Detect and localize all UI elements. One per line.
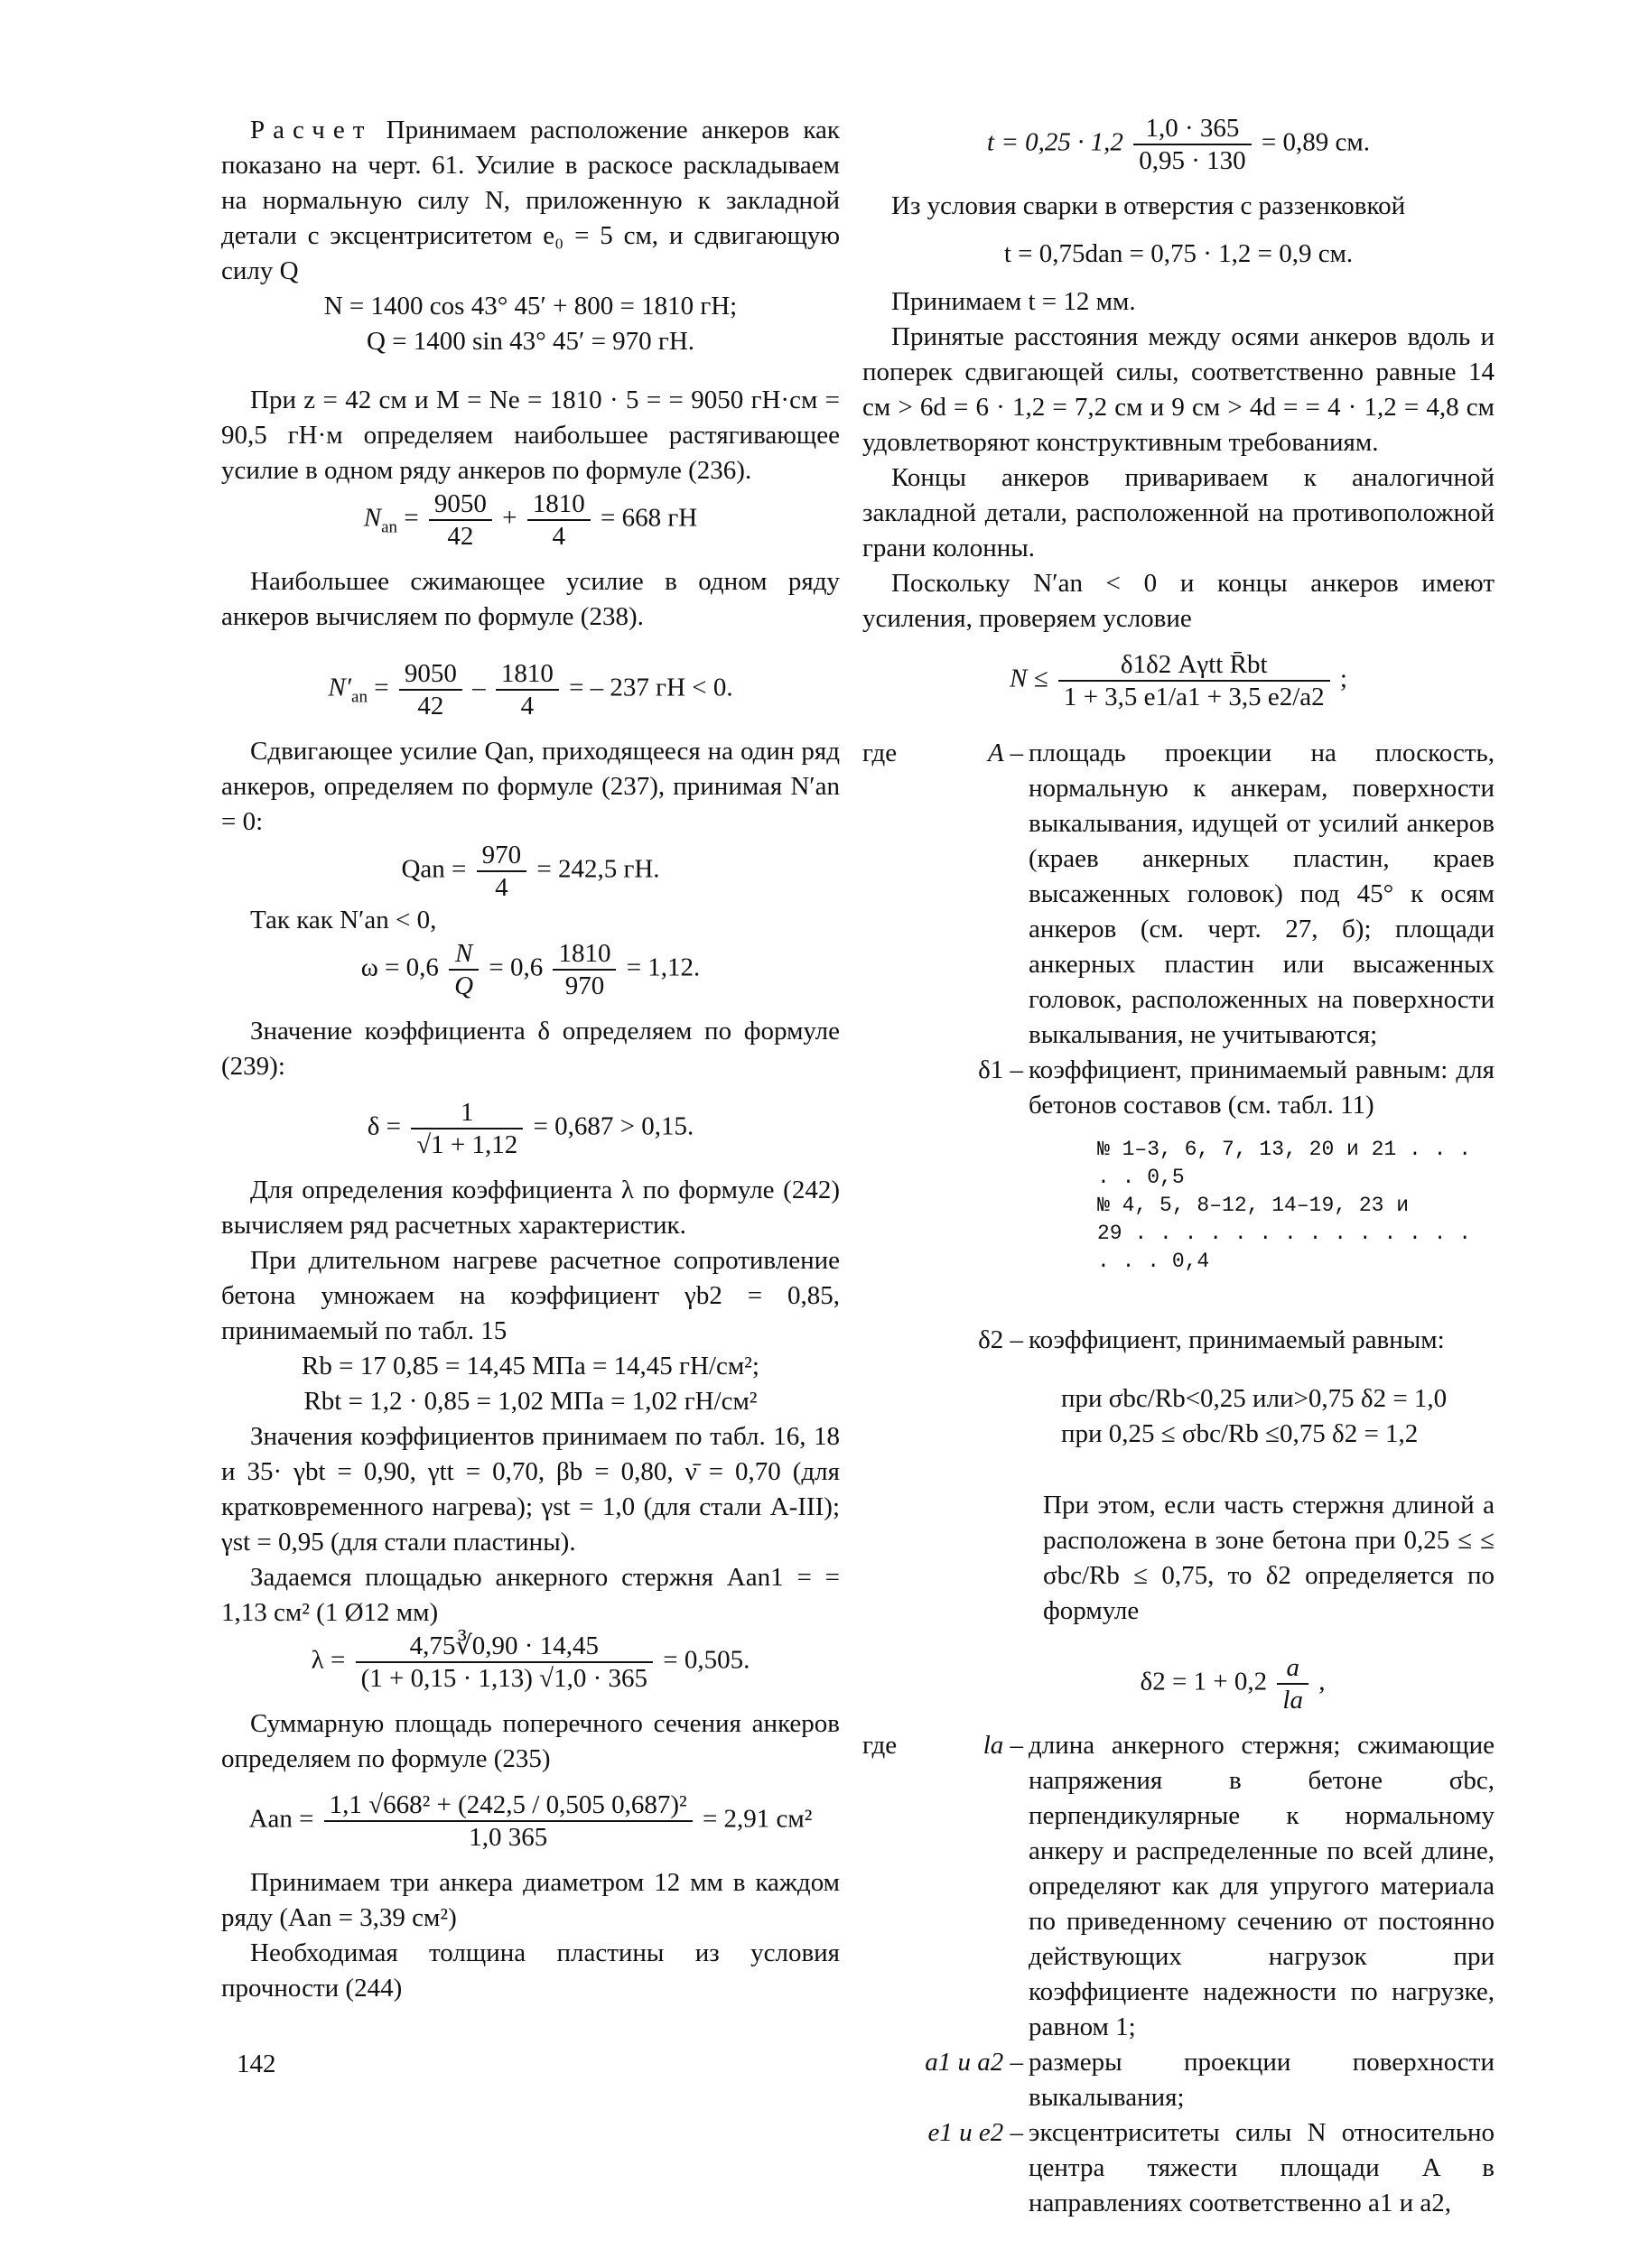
definition-a: где A – площадь проекции на плоскость, нормальную к анкерам, поверхности выкалывания, идущей от усилий анкеров (краев анкерных пластин, краев высаженных головок) под 45° к осям анкеров (см. черт. 27, б); площади анкерных пластин или высаженных головок, расположенных на поверхности выкалывания, не учитываются;	[862, 739, 1495, 1049]
paragraph: Необходимая толщина пластины из условия прочности (244)	[221, 1938, 840, 2003]
formula-lambda: λ = $\frac{4,75∛0,90 \cdot 14,45}{(1 + 0,15 \cdot 1,13) √1,0 \cdot 365}$ = 0,505.	[311, 1631, 750, 1693]
formula-q: Q = 1400 sin 43° 45′ = 970 гН.	[366, 327, 695, 356]
formula-omega: ω = 0,6 $\frac{N}{Q}$ = 0,6 $\frac{1810}{970}$ = 1,12.	[360, 939, 701, 1000]
paragraph: Значение коэффициента δ определяем по формуле (239):	[221, 1017, 840, 1081]
formula-t: t = 0,25 · 1,2 $\frac{1,0 \cdot 365}{0,95 \cdot 130}$ = 0,89 см.	[987, 114, 1370, 175]
formula-delta: δ = $\frac{1}{√1 + 1,12}$ = 0,687 > 0,15.	[367, 1098, 694, 1159]
paragraph: Для определения коэффициента λ по формуле (242) вычисляем ряд расчетных характеристик.	[221, 1176, 840, 1240]
paragraph: Значения коэффициентов принимаем по табл. 16, 18 и 35· γbt = 0,90, γtt = 0,70, βb = 0,80, ν̄ = 0,70 (для кратковременного нагрева); γst = 1,0 (для стали А-III); γst = 0,95 (для стали пластины).	[221, 1422, 840, 1557]
formula-t-weld: t = 0,75dan = 0,75 · 1,2 = 0,9 см.	[1003, 239, 1354, 268]
formula-nan-prime: $N'_{an}$ = $\frac{9050}{42}$ – $\frac{1810}{4}$ = – 237 гН < 0.	[328, 659, 733, 720]
definition-delta2: δ2 – коэффициент, принимаемый равным:	[978, 1325, 1445, 1354]
paragraph: Сдвигающее усилие Qan, приходящееся на один ряд анкеров, определяем по формуле (237), принимая N′an = 0:	[221, 737, 840, 836]
paragraph: Так как N′an < 0,	[250, 906, 437, 934]
definition-e1-e2: e1 и e2 – эксцентриситеты силы N относительно центра тяжести площади A в направлениях соответственно a1 и a2,	[927, 2118, 1495, 2217]
paragraph: Принимаем t = 12 мм.	[891, 287, 1136, 316]
formula-rb: Rb = 17 0,85 = 14,45 МПа = 14,45 гН/см²;	[302, 1352, 759, 1380]
paragraph: Наибольшее сжимающее усилие в одном ряду анкеров вычисляем по формуле (238).	[221, 567, 840, 631]
formula-delta2: δ2 = 1 + 0,2 $\frac{a}{la}$ ,	[1140, 1653, 1326, 1715]
definition-delta1: δ1 – коэффициент, принимаемый равным: для бетонов составов (см. табл. 11)	[978, 1055, 1495, 1120]
paragraph: При этом, если часть стержня длиной a расположена в зоне бетона при 0,25 ≤ ≤ σbc/Rb ≤ 0,75, то δ2 определяется по формуле	[1043, 1491, 1495, 1625]
paragraph: Из условия сварки в отверстия с раззенковкой	[891, 191, 1406, 220]
paragraph: Суммарную площадь поперечного сечения анкеров определяем по формуле (235)	[221, 1709, 840, 1773]
definition-a1-a2: a1 и a2 – размеры проекции поверхности выкалывания;	[925, 2048, 1495, 2112]
paragraph: Концы анкеров привариваем к аналогичной закладной детали, расположенной на противоположной грани колонны.	[862, 463, 1495, 562]
paragraph: Расчет Принимаем расположение анкеров как показано на черт. 61. Усилие в раскосе раскладываем на нормальную силу N, приложенную к закладной детали с эксцентриситетом e₀ = 5 см, и сдвигающую силу Q	[221, 116, 841, 285]
delta1-values: № 1–3, 6, 7, 13, 20 и 21 . . . . . 0,5 № 4, 5, 8–12, 14–19, 23 и 29 . . . . . . . . . . . . . . . . . 0,4	[1097, 1138, 1472, 1273]
formula-qan: Qan = $\frac{970}{4}$ = 242,5 гН.	[401, 841, 660, 902]
formula-nan: $N_{an}$ = $\frac{9050}{42}$ + $\frac{1810}{4}$ = 668 гН	[363, 489, 698, 551]
delta2-values: при σbc/Rb<0,25 или>0,75 δ2 = 1,0 при 0,25 ≤ σbc/Rb ≤0,75 δ2 = 1,2	[1061, 1384, 1448, 1448]
definition-la: где la – длина анкерного стержня; сжимающие напряжения в бетоне σbc, перпендикулярные к нормальному анкеру и распределенные по всей длине, определяют как для упругого материала по приведенному сечению от постоянно действующих нагрузок при коэффициенте надежности по нагрузке, равном 1;	[862, 1731, 1495, 2041]
formula-aan: Aan = $\frac{\text{1,1 √668² + (242,5 / 0,505 0,687)²}}{1,0 365}$ = 2,91 см²	[248, 1790, 813, 1852]
paragraph: Принятые расстояния между осями анкеров вдоль и поперек сдвигающей силы, соответственно равные 14 см > 6d = 6 · 1,2 = 7,2 см и 9 см > 4d = = 4 · 1,2 = 4,8 см удовлетворяют конструктивным требованиям.	[862, 322, 1495, 457]
right-column	[862, 113, 1495, 2221]
run-in-heading: Расчет	[250, 116, 373, 144]
formula-n-check: N ≤ $\frac{\text{δ1δ2 Aγtt R̄bt}}{1 + 3,5 e1/a1 + 3,5 e2/a2}$ ;	[1010, 650, 1347, 711]
paragraph: Принимаем три анкера диаметром 12 мм в каждом ряду (Aan = 3,39 см²)	[221, 1868, 840, 1932]
paragraph: Поскольку N′an < 0 и концы анкеров имеют усиления, проверяем условие	[862, 569, 1495, 633]
formula-n: N = 1400 cos 43° 45′ + 800 = 1810 гН;	[323, 292, 738, 321]
paragraph: При z = 42 см и M = Ne = 1810 · 5 = = 9050 гН·см = 90,5 гН·м определяем наибольшее растягивающее усилие в одном ряду анкеров по формуле (236).	[221, 386, 840, 485]
left-column	[221, 113, 840, 2006]
paragraph: При длительном нагреве расчетное сопротивление бетона умножаем на коэффициент γb2 = 0,85, принимаемый по табл. 15	[221, 1246, 840, 1345]
paragraph: Задаемся площадью анкерного стержня Aan1 = = 1,13 см² (1 Ø12 мм)	[221, 1563, 840, 1627]
page-number: 142	[237, 2050, 276, 2078]
formula-rbt: Rbt = 1,2 · 0,85 = 1,02 МПа = 1,02 гН/см²	[303, 1387, 758, 1416]
